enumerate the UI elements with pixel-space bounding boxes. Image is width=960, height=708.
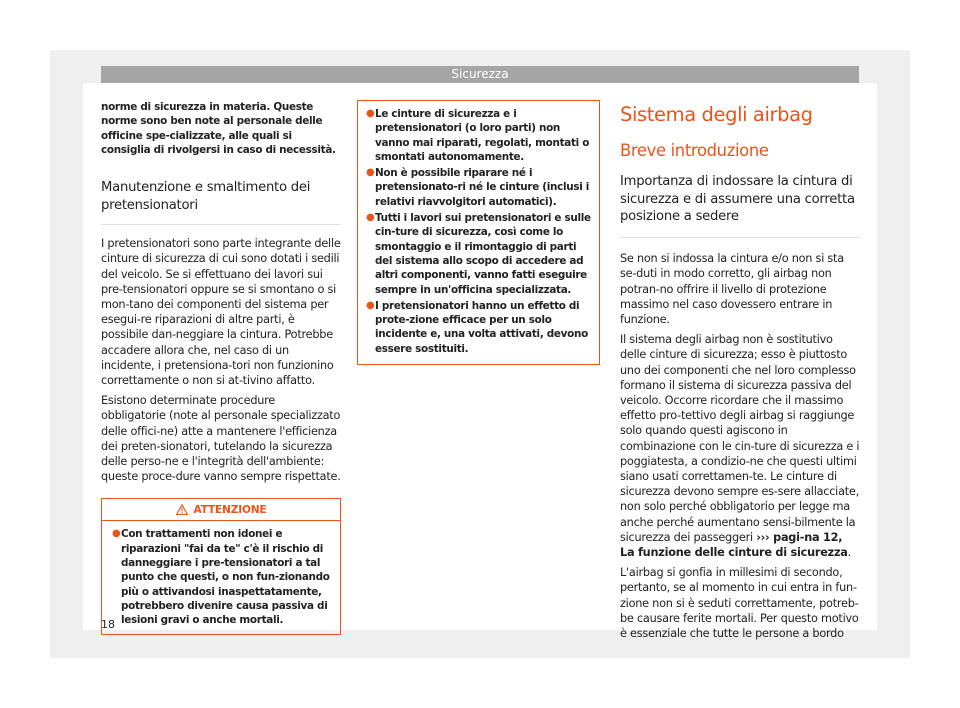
column-left	[101, 100, 341, 635]
paragraph: Se non si indossa la cintura e/o non si sta se-duti in modo corretto, gli airbag non potran-no offrire il livello di protezione massimo nel caso dovessero entrare in funzione.	[620, 252, 844, 326]
warning-item	[366, 299, 591, 356]
paragraph: Esistono determinate procedure obbligatorie (note al personale specializzato delle offici-ne) atte a mantenere l'efficienza dei preten-sionatori, tutelando la sicurezza delle perso-ne e l'integrità dell'ambiente: queste proce-dure vanno sempre rispettate.	[101, 394, 341, 484]
bullet-icon: ●	[366, 167, 375, 179]
page-number: 18	[101, 618, 115, 631]
intro-note: norme di sicurezza in materia. Queste norme sono ben note al personale delle officine spe-cializzate, alle quali si consiglia di rivolgersi in caso di necessità.	[101, 101, 336, 156]
paragraph-text: Il sistema degli airbag non è sostitutivo delle cinture di sicurezza; esso è piuttosto uno dei componenti che nel loro complesso formano il sistema di sicurezza passiva del veicolo. Occorre ricordare che il massimo effetto pro-tettivo degli airbag si raggiunge solo quando questi agiscono in combinazione con le cin-ture di sicurezza e i poggiatesta, a condizio-ne che questi ultimi siano usati correttamen-te. Le cinture di sicurezza devono sempre es-sere allacciate, non solo perché obbligatorio per legge ma anche perché aumentano sensi-bilmente la sicurezza dei passeggeri	[620, 333, 860, 544]
warning-body	[102, 521, 340, 633]
column-right	[620, 100, 860, 641]
warning-title: ATTENZIONE	[193, 503, 267, 516]
warning-item-text: Le cinture di sicurezza e i pretensionatori (o loro parti) non vanno mai riparati, regolati, montati o smontati autonomamente.	[375, 108, 590, 163]
section-heading: Manutenzione e smaltimento dei pretensionatori	[101, 179, 341, 225]
paragraph	[620, 332, 860, 560]
column-middle	[357, 100, 600, 365]
paragraph: L'airbag si gonfia in millesimi di secondo, pertanto, se al momento in cui entra in fun-zione non si è seduti correttamente, potreb-be causare ferite mortali. Per questo motivo è essenziale che tutte le persone a bordo	[620, 566, 859, 640]
warning-continuation-box	[357, 100, 600, 365]
section-header: Sicurezza	[101, 66, 859, 83]
warning-item-text: Non è possibile riparare né i pretensionato-ri né le cinture (inclusi i relativi riavvolgitori automatici).	[375, 167, 590, 208]
bullet-icon: ●	[112, 528, 121, 540]
warning-header	[102, 499, 340, 521]
warning-item-text: I pretensionatori hanno un effetto di prote-zione efficace per un solo incidente e, una volta attivati, devono essere sostituiti.	[375, 299, 588, 355]
warning-box	[101, 498, 341, 634]
chapter-heading: Sistema degli airbag	[620, 103, 813, 126]
warning-item	[112, 527, 330, 627]
warning-item	[366, 107, 591, 164]
bullet-icon: ●	[366, 108, 375, 119]
warning-item-text: Tutti i lavori sui pretensionatori e sulle cin-ture di sicurezza, così come lo smontaggio e il rimontaggio di parti del sistema allo scopo di accedere ad altri componenti, vanno fatti eseguire sempre in un'officina specializzata.	[375, 212, 591, 296]
paragraph: I pretensionatori sono parte integrante delle cinture di sicurezza di cui sono dotati i sedili del veicolo. Se si effettuano dei lavori sui pre-tensionatori oppure se si smontano o si mon-tano dei componenti del sistema per esegui-re riparazioni di altre parti, è possibile dan-neggiare la cintura. Potrebbe accadere allora che, nel caso di un incidente, i pretensiona-tori non funzionino correttamente o non si at-tivino affatto.	[101, 237, 341, 388]
warning-item-text: Con trattamenti non idonei e riparazioni "fai da te" c'è il rischio di danneggiare i pre-tensionatori a tal punto che questi, o non fun-zionando più o attivandosi inaspettatamente, potrebbero divenire causa passiva di lesioni gravi o anche mortali.	[121, 528, 330, 627]
warning-item	[366, 211, 591, 297]
topic-heading: Importanza di indossare la cintura di sicurezza e di assumere una corretta posizione a sedere	[620, 173, 860, 238]
cross-reference-link[interactable]: ››› pagi-na 12, La funzione delle cinture di sicurezza	[620, 530, 848, 559]
warning-triangle-icon	[176, 504, 188, 515]
warning-item	[366, 166, 591, 209]
bullet-icon: ●	[366, 299, 375, 311]
bullet-icon: ●	[366, 212, 375, 224]
paragraph-end: .	[847, 545, 851, 559]
sub-heading: Breve introduzione	[620, 141, 769, 160]
